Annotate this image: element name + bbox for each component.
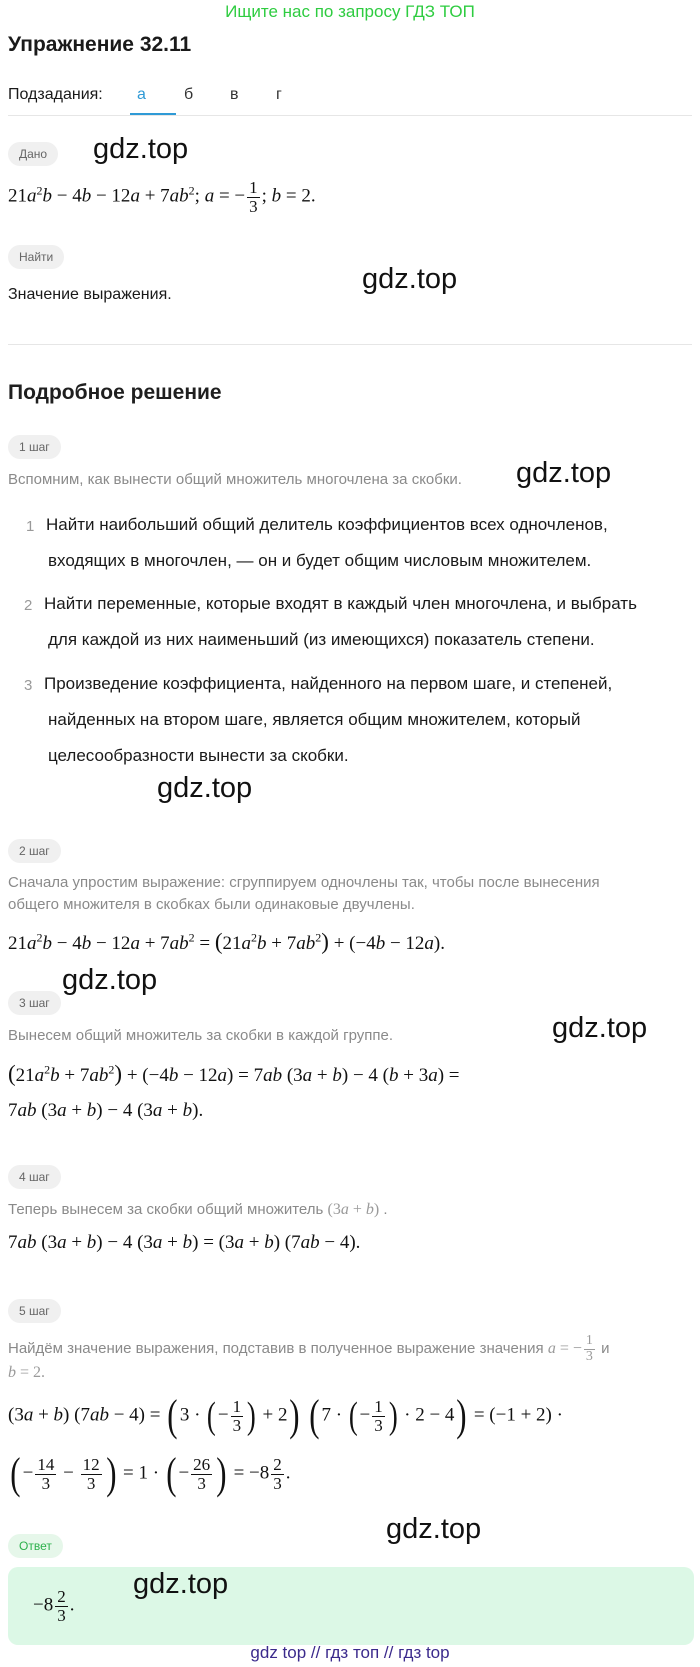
list-item: Произведение коэффициента, найденного на первом шаге, и степеней, bbox=[44, 674, 613, 693]
given-expression: $21a^2b - 4b - 12a + 7ab^2$; a = − $\frac{1}{3}$ ; b = 2. bbox=[8, 178, 316, 216]
footer-links[interactable]: gdz top // гдз топ // гдз top bbox=[250, 1643, 450, 1662]
tab-g[interactable]: г bbox=[276, 86, 282, 103]
tab-a[interactable]: а bbox=[137, 86, 146, 103]
watermark: gdz.top bbox=[516, 457, 612, 489]
step-badge: 1 шаг bbox=[8, 435, 61, 459]
watermark: gdz.top bbox=[157, 772, 253, 804]
watermark: gdz.top bbox=[133, 1568, 229, 1600]
answer-box bbox=[8, 1567, 694, 1645]
list-item: целесообразности вынести за скобки. bbox=[48, 746, 349, 765]
step-badge: 3 шаг bbox=[8, 991, 61, 1015]
watermark: gdz.top bbox=[362, 263, 458, 295]
step-expression: ( − $\frac{14}{3}$ − $\frac{12}{3}$ ) = 1 · ( − $\frac{26}{3}$ ) = −8 $\frac{2}{3}$ . bbox=[10, 1449, 291, 1498]
step-badge: 4 шаг bbox=[8, 1165, 61, 1189]
watermark: gdz.top bbox=[93, 133, 189, 165]
step-text-label: Теперь вынесем за скобки общий множитель bbox=[8, 1201, 324, 1218]
find-text: Значение выражения. bbox=[8, 286, 172, 303]
step-expression: $(21a^2b + 7ab^2) + (-4b - 12a) = 7ab$ (3a + b) − 4 (b + 3a) = bbox=[8, 1061, 460, 1086]
step-text: Теперь вынесем за скобки общий множитель (3a + b) . bbox=[8, 1201, 388, 1218]
search-banner[interactable]: Ищите нас по запросу ГДЗ ТОП bbox=[225, 2, 475, 21]
subtasks-label: Подзадания: bbox=[8, 86, 103, 103]
solution-title: Подробное решение bbox=[8, 381, 222, 404]
step-text: общего множителя в скобках были одинаковые двучлены. bbox=[8, 896, 415, 913]
list-number: 3 bbox=[24, 677, 33, 694]
step-expression: $21a^2b - 4b - 12a + 7ab^2 = (21a^2b + 7ab^2) + (-4b - 12a)$. bbox=[8, 929, 445, 954]
list-item: найденных на втором шаге, является общим множителем, который bbox=[48, 710, 581, 729]
step-expression: 7ab (3a + b) − 4 (3a + b) = (3a + b) (7ab − 4). bbox=[8, 1232, 361, 1253]
step-text: Сначала упростим выражение: сгруппируем одночлены так, чтобы после вынесения bbox=[8, 874, 600, 891]
step-text: b = 2. bbox=[8, 1364, 46, 1381]
tab-v[interactable]: в bbox=[230, 86, 239, 103]
watermark: gdz.top bbox=[62, 964, 158, 996]
list-number: 2 bbox=[24, 597, 33, 614]
answer-expression: −8 $\frac{2}{3}$ . bbox=[33, 1587, 75, 1625]
step-text: Найдём значение выражения, подставив в полученное выражение значения a = − $\frac{1}{3}$ и bbox=[8, 1333, 610, 1364]
answer-badge: Ответ bbox=[8, 1534, 63, 1558]
step-text: Вынесем общий множитель за скобки в каждой группе. bbox=[8, 1027, 394, 1044]
watermark: gdz.top bbox=[552, 1012, 648, 1044]
list-item: Найти переменные, которые входят в каждый член многочлена, и выбрать bbox=[44, 594, 637, 613]
step-badge: 2 шаг bbox=[8, 839, 61, 863]
list-item: для каждой из них наименьший (из имеющихся) показатель степени. bbox=[48, 630, 595, 649]
tab-b[interactable]: б bbox=[184, 86, 194, 103]
divider bbox=[8, 115, 692, 116]
divider bbox=[8, 344, 692, 345]
list-item: входящих в многочлен, — он и будет общим числовым множителем. bbox=[48, 551, 592, 570]
step-text: Вспомним, как вынести общий множитель многочлена за скобки. bbox=[8, 471, 462, 488]
watermark: gdz.top bbox=[386, 1513, 482, 1545]
find-badge: Найти bbox=[8, 245, 64, 269]
list-number: 1 bbox=[26, 518, 35, 535]
step-expression: 7ab (3a + b) − 4 (3a + b). bbox=[8, 1100, 204, 1121]
step-expression: (3a + b) (7ab − 4) = ( 3 · (− $\frac{1}{3}$ ) + 2) ( 7 · (− $\frac{1}{3}$ ) · 2 − 4) = (−1 + 2) · bbox=[8, 1391, 563, 1440]
given-badge: Дано bbox=[8, 142, 58, 166]
list-item: Найти наибольший общий делитель коэффициентов всех одночленов, bbox=[46, 515, 608, 534]
page-title: Упражнение 32.11 bbox=[8, 33, 192, 56]
step-text-label: Найдём значение выражения, подставив в полученное выражение значения bbox=[8, 1339, 544, 1357]
step-badge: 5 шаг bbox=[8, 1299, 61, 1323]
